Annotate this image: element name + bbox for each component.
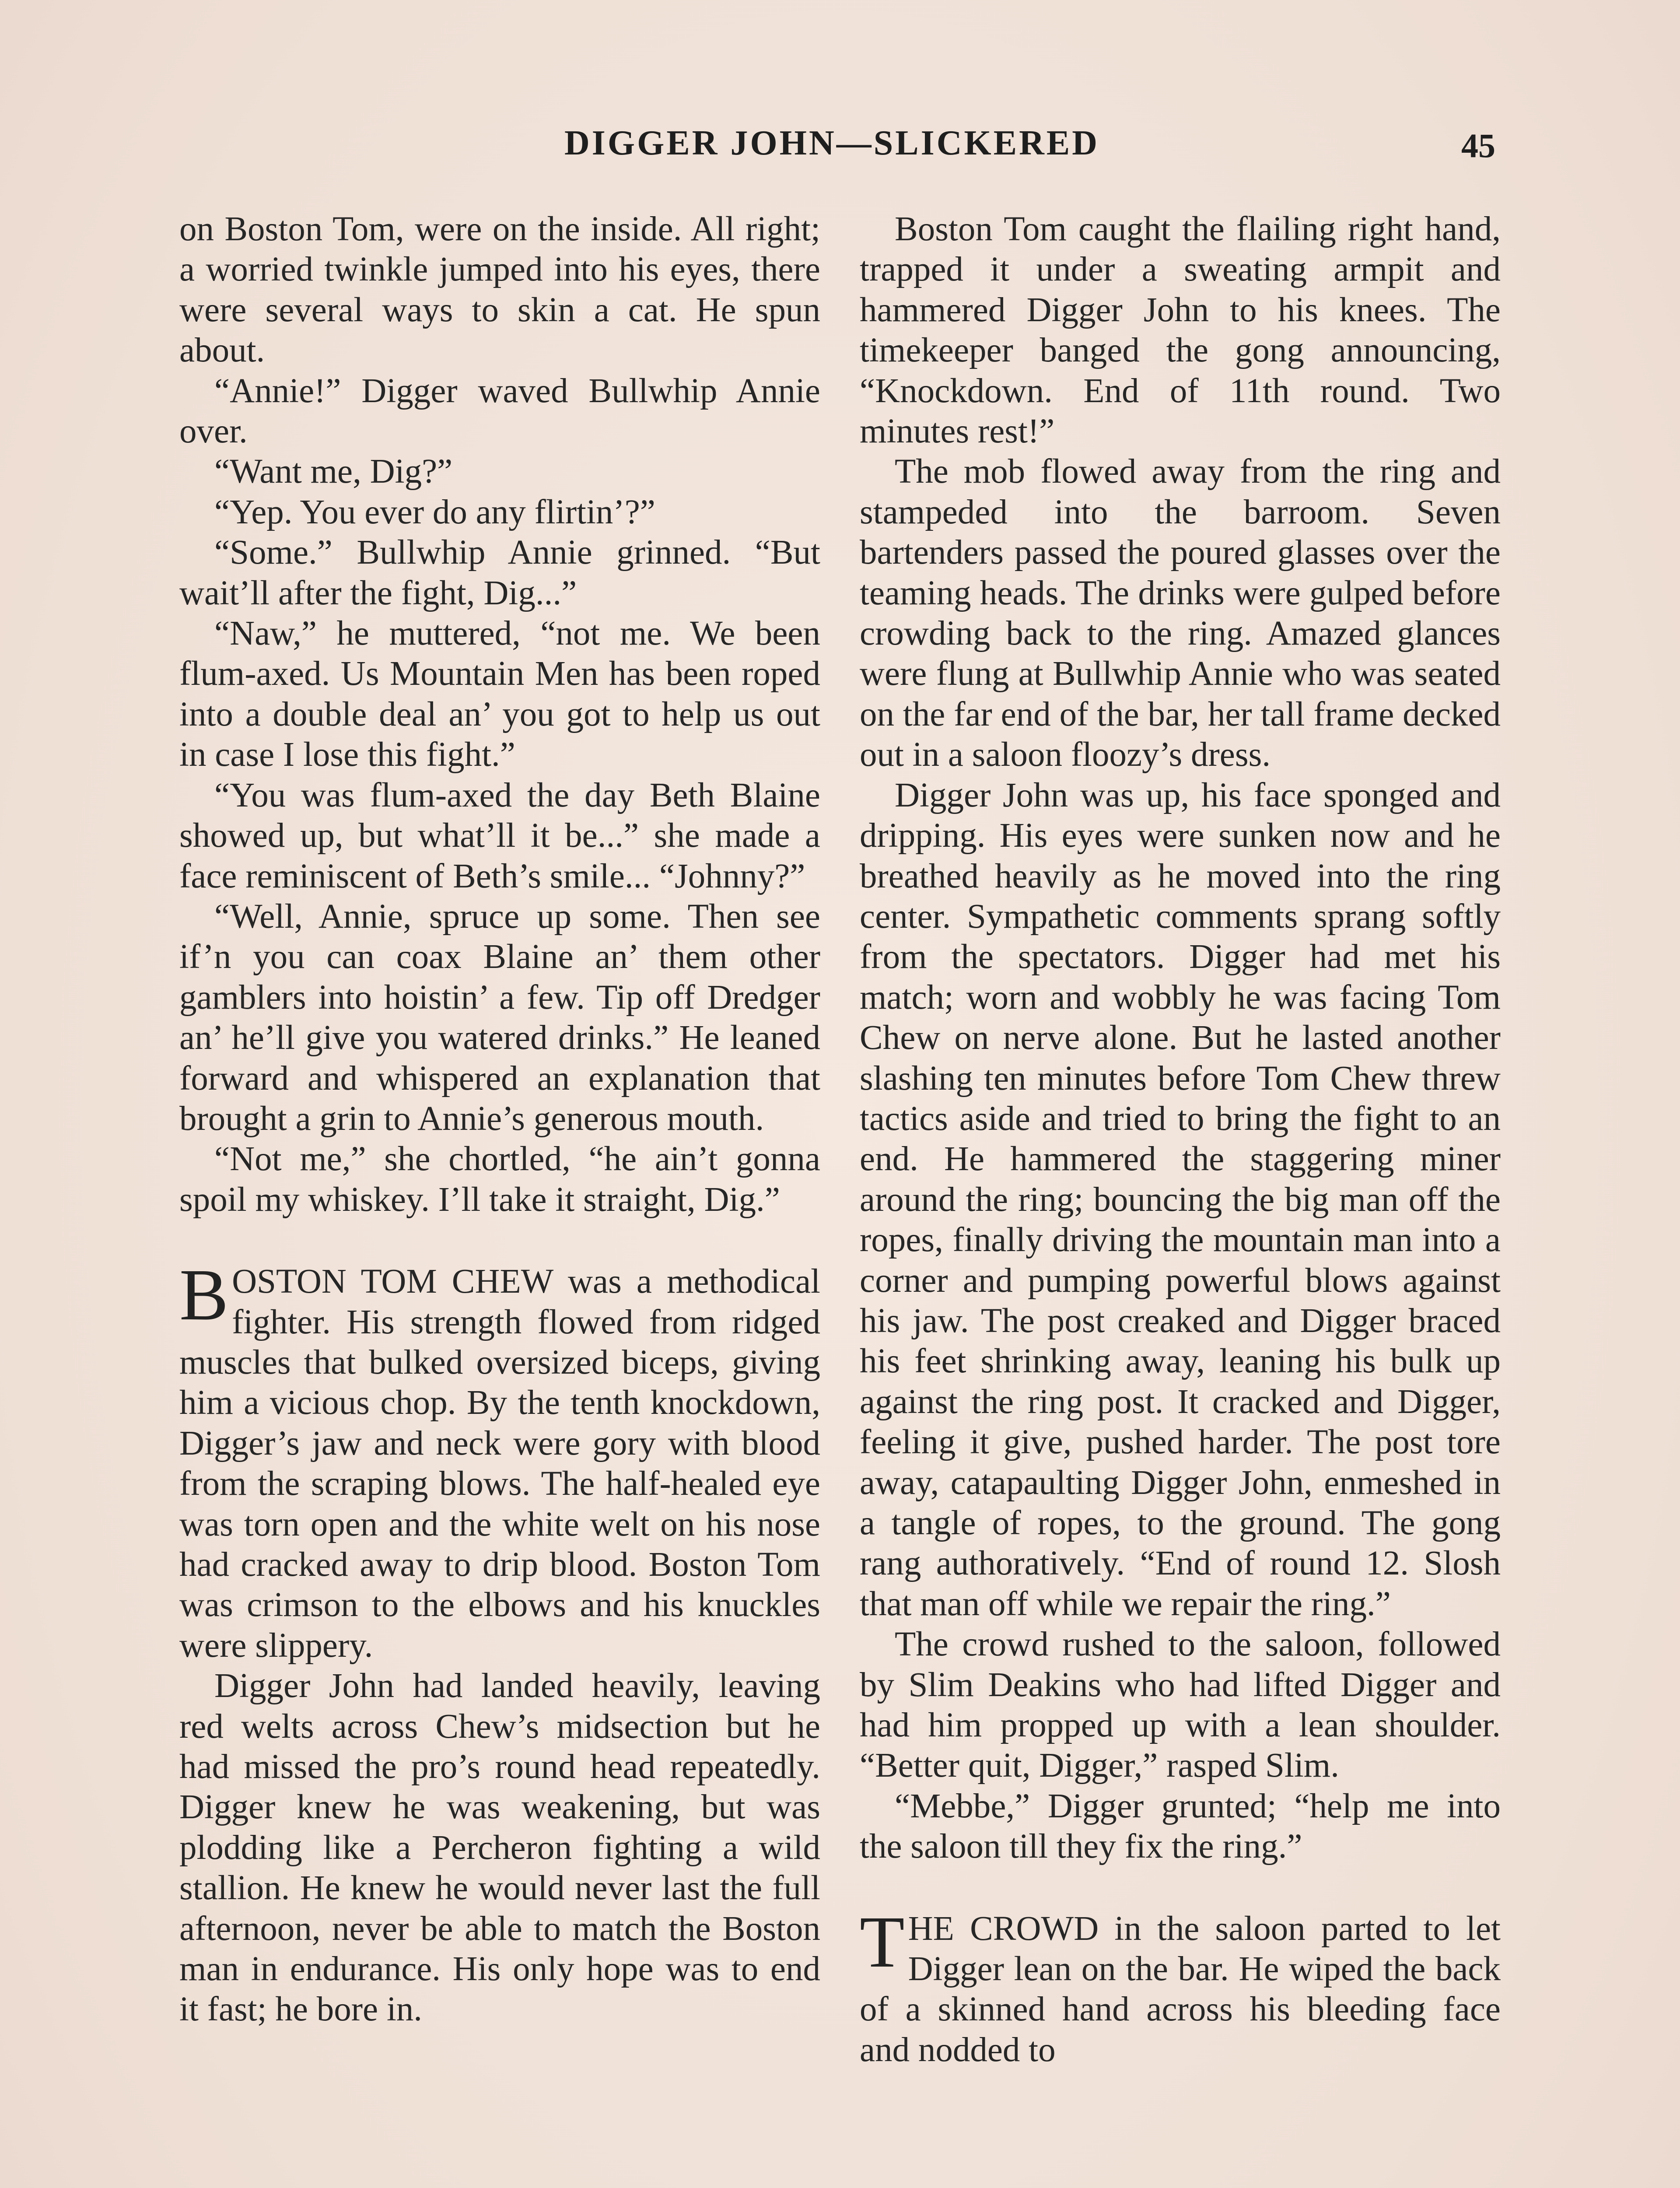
section-paragraph <box>179 1254 820 1666</box>
paragraph: “Yep. You ever do any flirtin’?” <box>214 493 655 531</box>
paragraph: “Well, Annie, spruce up some. Then see if’n you can coax Blaine an’ them other gamblers into hoistin’ a few. Tip off Dredger an’ he’ll give you watered drinks.” He leaned forward and whispered an explanation that brought a grin to Annie’s generous mouth. <box>179 897 820 1138</box>
paragraph: Digger John was up, his face sponged and dripping. His eyes were sunken now and he breathed heavily as he moved into the ring center. Sympathetic comments sprang softly from the spectators. Digger had met his match; worn and wobbly he was facing Tom Chew on nerve alone. But he lasted another slashing ten minutes before Tom Chew threw tactics aside and tried to bring the fight to an end. He hammered the staggering miner around the ring; bouncing the big man off the ropes, finally driving the mountain man into a corner and pumping powerful blows against his jaw. The post creaked and Digger braced his feet shrinking away, leaning his bulk up against the ring post. It cracked and Digger, feeling it give, pushed harder. The post tore away, catapaulting Digger John, enmeshed in a tangle of ropes, to the ground. The gong rang authoratively. “End of round 12. Slosh that man off while we repair the ring.” <box>860 776 1501 1623</box>
running-title: DIGGER JOHN—SLICKERED <box>564 124 1099 162</box>
paragraph: “Want me, Dig?” <box>214 452 453 491</box>
paragraph: Boston Tom caught the flailing right hand, trapped it under a sweating armpit and hammered Digger John to his knees. The timekeeper banged the gong announcing, “Knockdown. End of 11th round. Two minutes rest!” <box>860 210 1501 451</box>
left-column <box>179 209 820 2030</box>
section-paragraph <box>860 1901 1501 2071</box>
paragraph: on Boston Tom, were on the inside. All right; a worried twinkle jumped into his eyes, there were several ways to skin a cat. He spun about. <box>179 210 820 370</box>
paragraph-text: HE CROWD in the saloon parted to let Digger lean on the bar. He wiped the back of a skinned hand across his bleeding face and nodded to <box>860 1909 1501 2069</box>
paragraph: Digger John had landed heavily, leaving red welts across Chew’s midsection but he had missed the pro’s round head repeatedly. Digger knew he was weakening, but was plodding like a Percheron fighting a wild stallion. He knew he would never last the full afternoon, never be able to match the Boston man in endurance. His only hope was to end it fast; he bore in. <box>179 1667 820 2029</box>
paragraph: The crowd rushed to the saloon, followed by Slim Deakins who had lifted Digger and had him propped up with a lean shoulder. “Better quit, Digger,” rasped Slim. <box>860 1625 1501 1785</box>
paragraph: “Annie!” Digger waved Bullwhip Annie over. <box>179 372 820 451</box>
paragraph: “Mebbe,” Digger grunted; “help me into the saloon till they fix the ring.” <box>860 1787 1501 1866</box>
paragraph: “Naw,” he muttered, “not me. We been flum-axed. Us Mountain Men has been roped into a double deal an’ you got to help us out in case I lose this fight.” <box>179 614 820 774</box>
page-header <box>0 123 1680 172</box>
paragraph: “Not me,” she chortled, “he ain’t gonna spoil my whiskey. I’ll take it straight, Dig.” <box>179 1140 820 1219</box>
paragraph: The mob flowed away from the ring and stampeded into the barroom. Seven bartenders passed the poured glasses over the teaming heads. The drinks were gulped before crowding back to the ring. Amazed glances were flung at Bullwhip Annie who was seated on the far end of the bar, her tall frame decked out in a saloon floozy’s dress. <box>860 452 1501 774</box>
page-number: 45 <box>1461 126 1495 165</box>
drop-cap: T <box>860 1901 905 1983</box>
right-column <box>860 209 1501 2070</box>
paragraph: “You was flum-axed the day Beth Blaine showed up, but what’ll it be...” she made a face reminiscent of Beth’s smile... “Johnny?” <box>179 776 820 895</box>
drop-cap: B <box>179 1254 229 1336</box>
paragraph-text: OSTON TOM CHEW was a methodical fighter. His strength flowed from ridged muscles that bulked oversized biceps, giving him a vicious chop. By the tenth knockdown, Digger’s jaw and neck were gory with blood from the scraping blows. The half-healed eye was torn open and the white welt on his nose had cracked away to drip blood. Boston Tom was crimson to the elbows and his knuckles were slippery. <box>179 1262 820 1665</box>
paragraph: “Some.” Bullwhip Annie grinned. “But wait’ll after the fight, Dig...” <box>179 533 820 612</box>
